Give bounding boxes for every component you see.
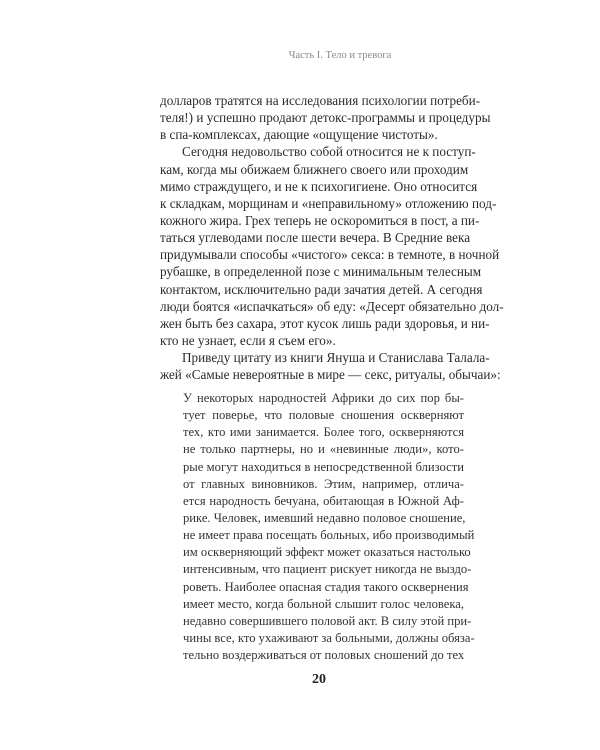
text-line: Приведу цитату из книги Януша и Станислава Талала- (182, 350, 490, 366)
text-line: придумывали способы «чистого» секса: в темноте, в ночной (160, 247, 500, 263)
quote-line: рике. Человек, имевший недавно половое сношение, (183, 510, 466, 525)
text-line: долларов тратятся на исследования психологии потреби- (160, 93, 481, 108)
block-quote (183, 390, 475, 664)
quote-line: от главных виновников. Этим, например, отлича- (183, 476, 464, 491)
text-line: контактом, исключительно ради зачатия детей. А сегодня (160, 281, 483, 297)
quote-line: недавно совершившего половой акт. В силу этой при- (183, 613, 472, 628)
quote-line: тех, кто ими занимается. Более того, оскверняются (183, 425, 464, 440)
text-line: кам, когда мы обижаем ближнего своего или проходим (160, 161, 469, 177)
text-line: теля!) и успешно продают детокс-программы и процедуры (160, 110, 491, 126)
text-line: кожного жира. Грех теперь не оскоромиться в пост, а пи- (160, 212, 480, 228)
quote-line: ется народность бечуана, обитающая в Южной Аф- (183, 493, 464, 508)
text-line: мимо страждущего, и не к психогигиене. Оно относится (160, 178, 478, 194)
quote-line: чины все, кто ухаживают за больными, должны обяза- (183, 630, 475, 645)
quote-line: им оскверняющий эффект может оказаться настолько (183, 545, 471, 560)
quote-line: У некоторых народностей Африки до сих пор бы- (183, 391, 464, 405)
quote-line: тельно воздерживаться от половых сношений до тех (183, 648, 465, 663)
text-line: жей «Самые невероятные в мире — секс, ритуалы, обычаи»: (160, 367, 501, 383)
quote-line: роветь. Наиболее опасная стадия такого осквернения (183, 579, 469, 594)
text-line: к складкам, морщинам и «неправильному» отложению под- (160, 195, 497, 211)
body-text (160, 92, 504, 383)
text-line: люди боятся «испачкаться» об еду: «Десерт обязательно дол- (160, 298, 504, 314)
page-number: 20 (312, 672, 326, 687)
running-head: Часть I. Тело и тревога (288, 50, 392, 61)
quote-line: рые могут находиться в непосредственной близости (183, 459, 464, 474)
quote-line: тует поверье, что половые сношения оскверняют (183, 408, 464, 423)
text-line: рубашке, в определенной позе с минимальным телесным (160, 264, 482, 280)
quote-line: не имеет права посещать больных, ибо производимый (183, 528, 475, 543)
text-line: в спа-комплексах, дающие «ощущение чистоты». (160, 127, 438, 143)
text-line: таться углеводами после шести вечера. В Средние века (160, 230, 471, 246)
text-line: Сегодня недовольство собой относится не к поступ- (182, 144, 476, 160)
text-line: кто не узнает, если я съем его». (160, 332, 336, 348)
quote-line: имеет место, когда больной слышит голос человека, (183, 596, 464, 611)
text-line: жен быть без сахара, этот кусок лишь ради здоровья, и ни- (160, 315, 490, 331)
quote-line: не только партнеры, но и «невинные люди», кото- (183, 442, 464, 457)
quote-line: интенсивным, что пациент рискует никогда не выздо- (183, 562, 472, 577)
